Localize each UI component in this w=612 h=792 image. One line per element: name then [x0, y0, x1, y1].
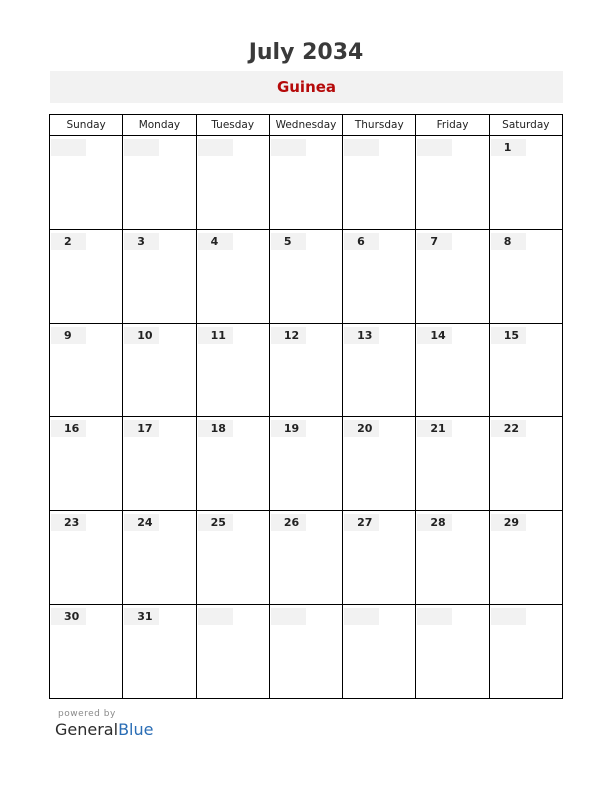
calendar-title: July 2034: [248, 40, 364, 65]
weekday-sunday: Sunday: [50, 115, 123, 136]
day-cell: [269, 511, 342, 605]
day-cell: [343, 417, 416, 511]
day-number: [124, 139, 159, 156]
country-banner: Guinea: [50, 71, 563, 103]
day-cell: [196, 417, 269, 511]
day-number: 17: [124, 420, 159, 437]
day-cell: [269, 229, 342, 323]
day-number: [198, 608, 233, 625]
day-number: 31: [124, 608, 159, 625]
week-row: [50, 417, 563, 511]
day-number: 8: [491, 233, 526, 250]
day-number: 29: [491, 514, 526, 531]
day-cell: [123, 323, 196, 417]
day-cell: [416, 417, 489, 511]
day-cell: [343, 229, 416, 323]
brand-blue: Blue: [118, 720, 154, 739]
weekday-saturday: Saturday: [489, 115, 562, 136]
day-cell: [196, 136, 269, 230]
day-cell: [489, 323, 562, 417]
day-number: [417, 139, 452, 156]
day-number: 2: [51, 233, 86, 250]
day-cell: [123, 136, 196, 230]
day-cell: [50, 511, 123, 605]
day-cell: [123, 229, 196, 323]
day-cell: [489, 417, 562, 511]
day-number: 16: [51, 420, 86, 437]
powered-by-text: powered by: [58, 709, 116, 719]
day-number: 25: [198, 514, 233, 531]
week-row: [50, 511, 563, 605]
day-cell: [269, 605, 342, 699]
day-number: [271, 608, 306, 625]
day-number: 30: [51, 608, 86, 625]
day-cell: [489, 229, 562, 323]
day-cell: [343, 511, 416, 605]
day-cell: [489, 136, 562, 230]
day-number: 27: [344, 514, 379, 531]
day-number: 10: [124, 327, 159, 344]
day-number: 22: [491, 420, 526, 437]
footer-branding: [55, 709, 153, 739]
day-cell: [416, 605, 489, 699]
day-number: 6: [344, 233, 379, 250]
day-cell: [123, 511, 196, 605]
day-number: 24: [124, 514, 159, 531]
day-cell: [416, 136, 489, 230]
day-cell: [196, 511, 269, 605]
calendar-grid: [49, 114, 563, 699]
day-number: [417, 608, 452, 625]
day-number: [51, 139, 86, 156]
brand-general: General: [55, 720, 119, 739]
day-cell: [269, 417, 342, 511]
day-number: [271, 139, 306, 156]
day-number: 9: [51, 327, 86, 344]
day-cell: [269, 323, 342, 417]
week-row: [50, 136, 563, 230]
day-cell: [196, 323, 269, 417]
day-number: 15: [491, 327, 526, 344]
day-number: 5: [271, 233, 306, 250]
day-cell: [50, 417, 123, 511]
day-cell: [196, 605, 269, 699]
day-cell: [416, 511, 489, 605]
day-number: [344, 139, 379, 156]
day-cell: [123, 417, 196, 511]
day-cell: [196, 229, 269, 323]
day-number: 7: [417, 233, 452, 250]
day-number: 14: [417, 327, 452, 344]
day-number: 28: [417, 514, 452, 531]
day-cell: [489, 605, 562, 699]
week-row: [50, 229, 563, 323]
day-cell: [489, 511, 562, 605]
weekday-header-row: [50, 115, 563, 136]
day-cell: [50, 229, 123, 323]
day-number: 12: [271, 327, 306, 344]
day-number: 20: [344, 420, 379, 437]
weekday-monday: Monday: [123, 115, 196, 136]
day-number: 11: [198, 327, 233, 344]
day-cell: [416, 323, 489, 417]
day-cell: [343, 323, 416, 417]
generalblue-logo: [55, 720, 153, 739]
weekday-thursday: Thursday: [343, 115, 416, 136]
day-cell: [269, 136, 342, 230]
day-number: [198, 139, 233, 156]
day-number: 3: [124, 233, 159, 250]
day-number: [344, 608, 379, 625]
day-cell: [343, 136, 416, 230]
weekday-tuesday: Tuesday: [196, 115, 269, 136]
week-row: [50, 605, 563, 699]
day-number: [491, 608, 526, 625]
day-number: 26: [271, 514, 306, 531]
week-row: [50, 323, 563, 417]
day-number: 21: [417, 420, 452, 437]
day-number: 18: [198, 420, 233, 437]
day-number: 19: [271, 420, 306, 437]
day-cell: [343, 605, 416, 699]
day-number: 23: [51, 514, 86, 531]
day-cell: [416, 229, 489, 323]
day-cell: [50, 605, 123, 699]
day-number: 13: [344, 327, 379, 344]
day-number: 1: [491, 139, 526, 156]
day-number: 4: [198, 233, 233, 250]
day-cell: [50, 323, 123, 417]
weekday-friday: Friday: [416, 115, 489, 136]
day-cell: [50, 136, 123, 230]
weekday-wednesday: Wednesday: [269, 115, 342, 136]
day-cell: [123, 605, 196, 699]
